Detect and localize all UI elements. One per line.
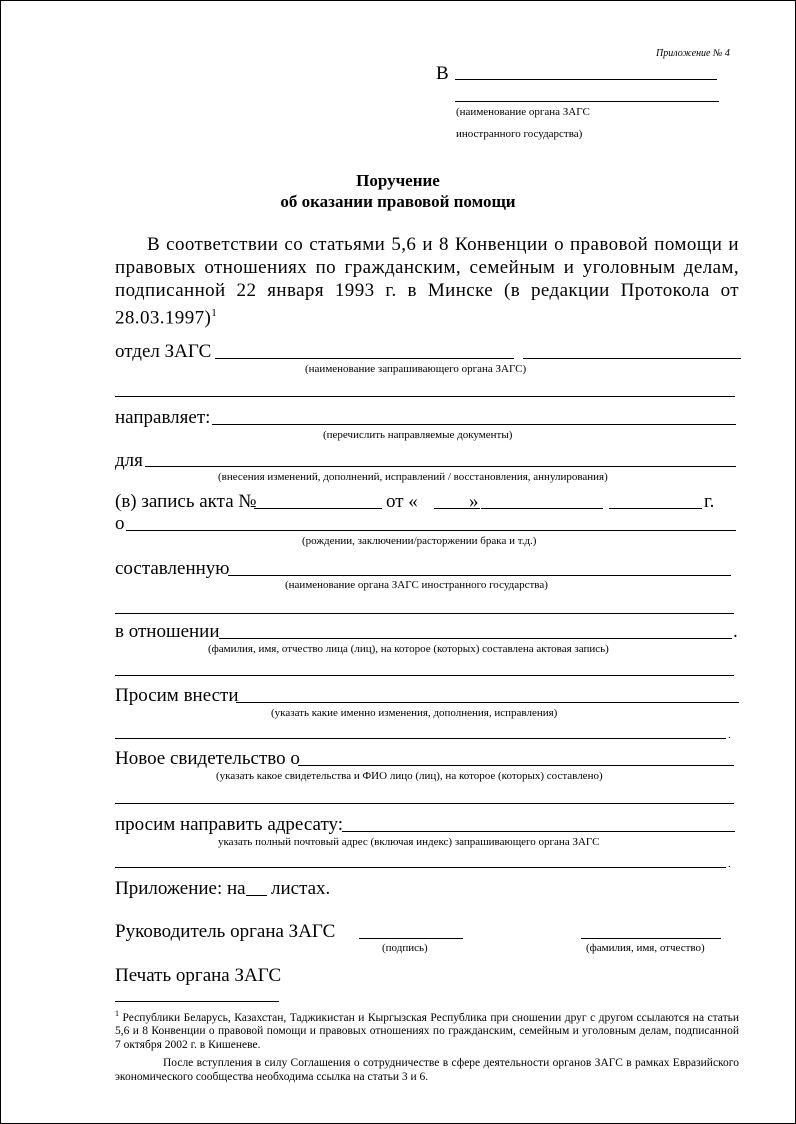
appendix-number: Приложение № 4 [656, 48, 730, 59]
request-line-2[interactable] [115, 738, 726, 739]
record-close-quote: » [469, 491, 479, 512]
sends-line[interactable] [212, 424, 736, 425]
record-label: (в) запись акта № [115, 491, 257, 512]
head-label: Руководитель органа ЗАГС [115, 921, 336, 942]
address-caption: указать полный почтовый адрес (включая индекс) запрашивающего органа ЗАГС [218, 836, 600, 848]
attachment-count-line[interactable] [246, 895, 267, 896]
zags-line-a[interactable] [215, 358, 514, 359]
zags-line-b[interactable] [523, 358, 741, 359]
address-line-2[interactable] [115, 867, 726, 868]
head-name-line[interactable] [581, 938, 721, 939]
new-cert-line-2[interactable] [115, 803, 734, 804]
for-label: для [115, 450, 143, 471]
record-from: от « [386, 491, 418, 512]
head-name-caption: (фамилия, имя, отчество) [586, 942, 705, 954]
address-line[interactable] [342, 831, 735, 832]
for-caption: (внесения изменений, дополнений, исправлений / восстановления, аннулирования) [218, 471, 608, 483]
zags-label: отдел ЗАГС [115, 341, 212, 362]
zags-line-c[interactable] [115, 396, 735, 397]
request-caption: (указать какие именно изменения, дополнения, исправления) [271, 707, 558, 719]
regarding-line[interactable] [219, 638, 732, 639]
for-line[interactable] [145, 466, 736, 467]
regarding-end: . [733, 621, 738, 642]
sends-caption: (перечислить направляемые документы) [323, 429, 513, 441]
recipient-line-2[interactable] [455, 101, 719, 102]
record-month-line[interactable] [481, 508, 603, 509]
sends-label: направляет: [115, 407, 211, 428]
recipient-caption-1: (наименование органа ЗАГС [456, 106, 590, 118]
compiled-label: составленную [115, 558, 230, 579]
footnote-mark: 1 [115, 1009, 119, 1018]
footnote-p1 [115, 1007, 739, 1052]
about-label: о [115, 513, 125, 534]
about-line[interactable] [126, 530, 736, 531]
record-number-line[interactable] [254, 508, 382, 509]
request-line[interactable] [236, 702, 739, 703]
new-cert-label: Новое свидетельство о [115, 748, 300, 769]
footnote-text-1: Республики Беларусь, Казахстан, Таджикистан и Кыргызская Республика при сношении друг с другом ссылаются на статьи 5,6 и 8 Конвенции о правовой помощи и правовых отношениях по гражданским, семейным и уголовным делам, подписанной 7 октября 2002 г. в Кишеневе. [115, 1011, 740, 1051]
zags-caption: (наименование запрашивающего органа ЗАГС) [305, 363, 527, 375]
new-cert-caption: (указать какое свидетельства и ФИО лицо (лиц), на которое (которых) составлено) [216, 770, 603, 782]
regarding-line-2[interactable] [115, 675, 734, 676]
request-end: . [728, 729, 731, 741]
document-title: Поручение [356, 171, 440, 190]
compiled-line[interactable] [228, 575, 731, 576]
recipient-prefix: В [436, 63, 449, 84]
signature-line[interactable] [359, 938, 463, 939]
intro-paragraph [115, 233, 739, 329]
compiled-line-2[interactable] [115, 613, 734, 614]
document-subtitle: об оказании правовой помощи [280, 192, 516, 211]
regarding-label: в отношении [115, 621, 220, 642]
request-label: Просим внести [115, 685, 239, 706]
record-year-line[interactable] [609, 508, 702, 509]
address-end: . [728, 858, 731, 870]
intro-text: В соответствии со статьями 5,6 и 8 Конвенции о правовой помощи и правовых отношениях по гражданским, семейным и уголовным делам, подписанной 22 января 1993 г. в Минске (в редакции Протокола от 28.03.1997) [115, 234, 739, 329]
recipient-line-1[interactable] [455, 79, 717, 80]
footnote-p2: После вступления в силу Соглашения о сотрудничестве в сфере деятельности органов ЗАГС в рамках Евразийского экономического сообщества необходима ссылка на статьи 3 и 6. [115, 1057, 739, 1083]
footnote-ref: 1 [211, 307, 218, 319]
address-label: просим направить адресату: [115, 814, 344, 835]
regarding-caption: (фамилия, имя, отчество лица (лиц), на которое (которых) составлена актовая запись) [208, 643, 609, 655]
seal-label: Печать органа ЗАГС [115, 965, 282, 986]
new-cert-line[interactable] [298, 765, 734, 766]
signature-caption: (подпись) [382, 942, 428, 954]
attachment-prefix: Приложение: на [115, 878, 246, 899]
record-year-suffix: г. [704, 491, 715, 512]
about-caption: (рождении, заключении/расторжении брака и т.д.) [302, 535, 537, 547]
footnote-separator [115, 1001, 279, 1002]
compiled-caption: (наименование органа ЗАГС иностранного государства) [285, 579, 548, 591]
recipient-caption-2: иностранного государства) [456, 128, 583, 140]
attachment-suffix: листах. [271, 878, 331, 899]
